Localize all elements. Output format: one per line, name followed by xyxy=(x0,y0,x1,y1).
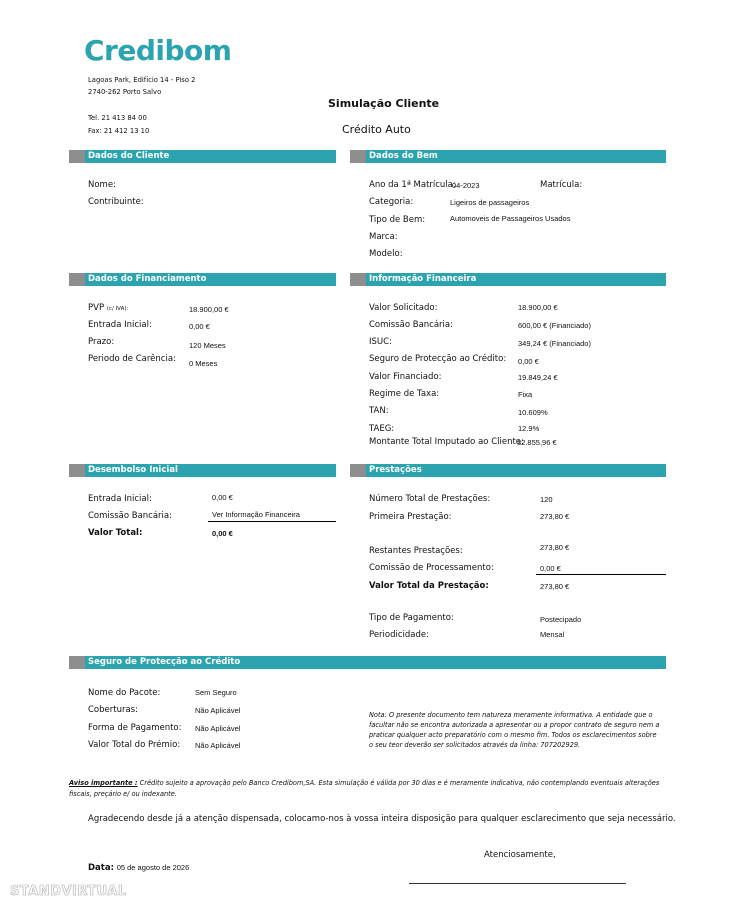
financiado-label: Valor Financiado: xyxy=(369,372,442,382)
primeira-prestacao-label: Primeira Prestação: xyxy=(369,512,452,522)
regime-label: Regime de Taxa: xyxy=(369,389,440,399)
credibom-logo: Credibom xyxy=(84,34,232,67)
categoria-label: Categoria: xyxy=(369,197,414,207)
pvp-value: 18.900,00 € xyxy=(189,305,229,314)
section-header-prestacoes: Prestações xyxy=(350,464,666,477)
pacote-value: Sem Seguro xyxy=(195,688,237,697)
prazo-label: Prazo: xyxy=(88,337,115,347)
periodicidade-value: Mensal xyxy=(540,630,565,639)
desembolso-comissao-value: Ver Informação Financeira xyxy=(212,510,300,519)
solicitado-label: Valor Solicitado: xyxy=(369,303,438,313)
agradecimento-text: Agradecendo desde já a atenção dispensada, colocamo-nos à vossa inteira disposição para qualquer esclarecimento que seja necessário. xyxy=(88,814,676,824)
tan-value: 10.609% xyxy=(518,408,548,417)
marca-label: Marca: xyxy=(369,232,398,242)
isuc-label: ISUC: xyxy=(369,337,392,347)
signature-line xyxy=(409,883,626,884)
aviso-label: Aviso importante : xyxy=(69,779,138,787)
phone: Tel. 21 413 84 00 xyxy=(88,114,147,122)
forma-pagamento-value: Não Aplicável xyxy=(195,724,241,733)
desembolso-total-label: Valor Total: xyxy=(88,528,143,538)
regime-value: Fixa xyxy=(518,390,533,399)
desembolso-total-value: 0,00 € xyxy=(212,529,233,538)
total-prestacao-value: 273,80 € xyxy=(540,582,570,591)
restantes-prestacoes-label: Restantes Prestações: xyxy=(369,546,463,556)
processamento-label: Comissão de Processamento: xyxy=(369,563,494,573)
entrada-label: Entrada Inicial: xyxy=(88,320,152,330)
address-line-2: 2740-262 Porto Salvo xyxy=(88,88,162,96)
watermark: STANDVIRTUAL xyxy=(10,884,127,899)
entrada-value: 0,00 € xyxy=(189,322,210,331)
pvp-label: PVP (c/ IVA): xyxy=(88,303,129,313)
carencia-label: Periodo de Carência: xyxy=(88,354,176,364)
forma-pagamento-label: Forma de Pagamento: xyxy=(88,723,182,733)
numero-prestacoes-label: Número Total de Prestações: xyxy=(369,494,491,504)
seguro-label: Seguro de Protecção ao Crédito: xyxy=(369,354,507,364)
tipo-bem-label: Tipo de Bem: xyxy=(369,215,426,225)
seguro-note: Nota: O presente documento tem natureza meramente informativa. A entidade que o facultar não se encontra autorizada a apresentar ou a propor contrato de seguro nem a praticar qualquer acto preparatório com o mesmo fim. Todos os esclarecimentos sobre o seu teor deverão ser solicitados através da linha: 707202929. xyxy=(369,711,660,749)
ano-matricula-label: Ano da 1ª Matrícula: xyxy=(369,180,456,190)
pacote-label: Nome do Pacote: xyxy=(88,688,161,698)
tipo-bem-value: Automoveis de Passageiros Usados xyxy=(450,214,571,223)
aviso-text: Crédito sujeito a aprovação pelo Banco Credibom,SA. Esta simulação é válida por 30 dias e é meramente indicativa, não contemplando eventuais alterações fiscais, preçário e/ ou indexante. xyxy=(69,779,660,798)
section-header-seguro: Seguro de Protecção ao Crédito xyxy=(69,656,666,669)
address-line-1: Lagoas Park, Edifício 14 - Piso 2 xyxy=(88,76,196,84)
categoria-value: Ligeiros de passageiros xyxy=(450,198,530,207)
page-title: Simulação Cliente xyxy=(328,97,440,110)
periodicidade-label: Periodicidade: xyxy=(369,630,429,640)
taeg-value: 12.9% xyxy=(518,424,540,433)
section-header-cliente: Dados do Cliente xyxy=(69,150,336,163)
section-header-desembolso: Desembolso Inicial xyxy=(69,464,336,477)
desembolso-entrada-value: 0,00 € xyxy=(212,493,233,502)
comissao-value: 600,00 € (Financiado) xyxy=(518,321,591,330)
tan-label: TAN: xyxy=(369,406,389,416)
isuc-value: 349,24 € (Financiado) xyxy=(518,339,591,348)
solicitado-value: 18.900,00 € xyxy=(518,303,558,312)
taeg-label: TAEG: xyxy=(369,424,395,434)
aviso-importante xyxy=(69,778,669,800)
page-subtitle: Crédito Auto xyxy=(342,123,411,136)
section-header-info-financeira: Informação Financeira xyxy=(350,273,666,286)
data-field: Data: 05 de agosto de 2026 xyxy=(88,863,190,873)
financiado-value: 19.849,24 € xyxy=(518,373,558,382)
processamento-value: 0,00 € xyxy=(540,564,561,573)
premio-value: Não Aplicável xyxy=(195,741,241,750)
desembolso-divider xyxy=(208,521,336,522)
ano-matricula-value: 04-2023 xyxy=(452,181,480,190)
montante-value: 32.855,96 € xyxy=(517,438,557,447)
coberturas-label: Coberturas: xyxy=(88,705,138,715)
nome-label: Nome: xyxy=(88,180,116,190)
desembolso-entrada-label: Entrada Inicial: xyxy=(88,494,152,504)
contribuinte-label: Contribuinte: xyxy=(88,197,144,207)
section-header-bem: Dados do Bem xyxy=(350,150,666,163)
seguro-value: 0,00 € xyxy=(518,357,539,366)
tipo-pagamento-label: Tipo de Pagamento: xyxy=(369,613,454,623)
fax: Fax: 21 412 13 10 xyxy=(88,127,150,135)
section-header-financiamento: Dados do Financiamento xyxy=(69,273,336,286)
carencia-value: 0 Meses xyxy=(189,359,218,368)
coberturas-value: Não Aplicável xyxy=(195,706,241,715)
tipo-pagamento-value: Postecipado xyxy=(540,615,582,624)
prestacoes-divider xyxy=(536,574,666,575)
montante-label: Montante Total Imputado ao Cliente: xyxy=(369,437,524,447)
matricula-label: Matrícula: xyxy=(540,180,583,190)
modelo-label: Modelo: xyxy=(369,249,403,259)
numero-prestacoes-value: 120 xyxy=(540,495,553,504)
prazo-value: 120 Meses xyxy=(189,341,226,350)
total-prestacao-label: Valor Total da Prestação: xyxy=(369,581,489,591)
comissao-label: Comissão Bancária: xyxy=(369,320,453,330)
premio-label: Valor Total do Prémio: xyxy=(88,740,181,750)
primeira-prestacao-value: 273,80 € xyxy=(540,512,570,521)
restantes-prestacoes-value: 273,80 € xyxy=(540,543,570,552)
desembolso-comissao-label: Comissão Bancária: xyxy=(88,511,172,521)
atenciosamente-text: Atenciosamente, xyxy=(484,850,556,860)
